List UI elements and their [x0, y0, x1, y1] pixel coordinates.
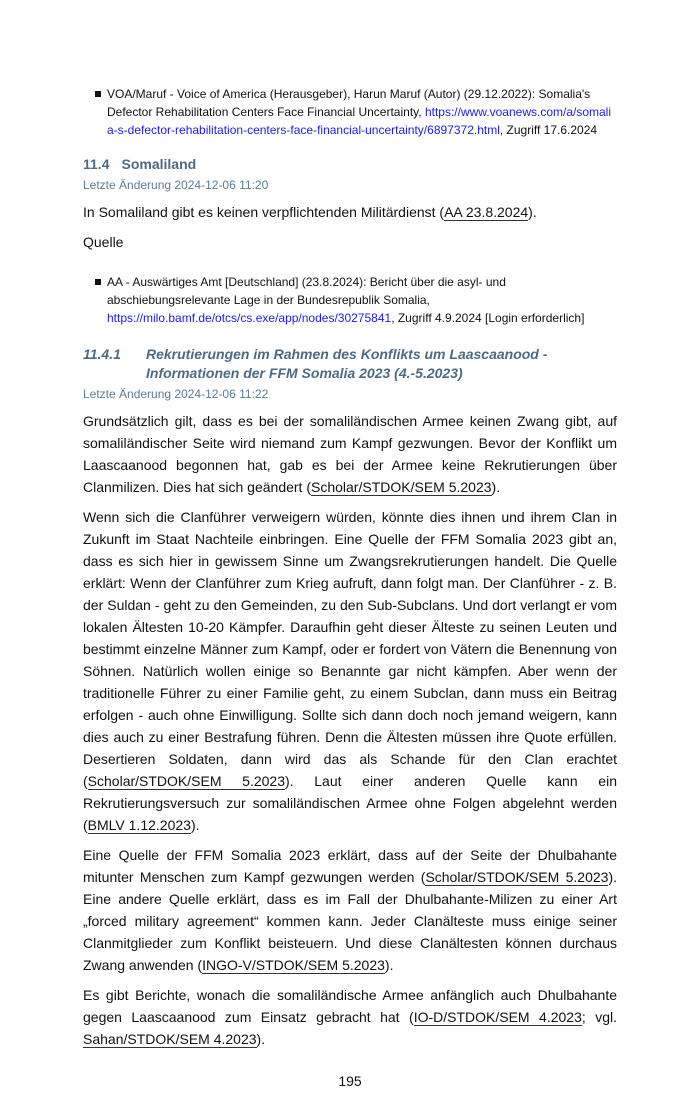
text: Es gibt Berichte, wonach die somaliländische Armee anfänglich auch Dhulbahante gegen Laascaanood zum Einsatz gebracht hat ( — [83, 987, 617, 1025]
reference-tail: , Zugriff 4.9.2024 [Login erforderlich] — [391, 311, 585, 325]
citation-link[interactable]: Sahan/STDOK/SEM 4.2023 — [83, 1031, 257, 1047]
citation-link[interactable]: Scholar/STDOK/SEM 5.2023 — [87, 773, 285, 789]
text: ). — [256, 1031, 266, 1047]
page-number: 195 — [338, 1073, 362, 1089]
citation-link[interactable]: Scholar/STDOK/SEM 5.2023 — [311, 479, 492, 495]
paragraph — [83, 984, 617, 1050]
reference-tail: , Zugriff 17.6.2024 — [499, 123, 598, 137]
section-heading-11-4-1 — [83, 345, 617, 383]
last-modified: Letzte Änderung 2024-12-06 11:22 — [83, 387, 269, 401]
reference-text: AA - Auswärtiges Amt [Deutschland] (23.8.2024): Bericht über die asyl- und abschiebungsrelevante Lage in der Bundesrepublik Somalia, — [107, 275, 506, 307]
bullet-icon — [95, 279, 101, 285]
section-number: 11.4.1 — [83, 346, 121, 362]
citation-link[interactable]: Scholar/STDOK/SEM 5.2023 — [425, 869, 609, 885]
citation-link[interactable]: BMLV 1.12.2023 — [87, 817, 191, 833]
section-title: Rekrutierungen im Rahmen des Konflikts um Laascaanood - Informationen der FFM Somalia 2023 (4.-5.2023) — [146, 346, 548, 381]
reference-aa — [95, 273, 617, 327]
text: ). — [528, 204, 537, 220]
section-number: 11.4 — [83, 156, 110, 172]
text: ; vgl. — [581, 1009, 617, 1025]
citation-link[interactable]: IO-D/STDOK/SEM 4.2023 — [413, 1009, 582, 1025]
text: Grundsätzlich gilt, dass es bei der somaliländischen Armee keinen Zwang gibt, auf somaliländischer Seite wird niemand zum Kampf gezwungen. Bevor der Konflikt um Laascaanood begonnen hat, gab es bei der Armee keine Rekrutierungen über Clanmilizen. Dies hat sich geändert ( — [83, 413, 617, 495]
reference-link[interactable]: https://milo.bamf.de/otcs/cs.exe/app/nodes/30275841 — [107, 311, 392, 325]
text: ). Laut einer anderen Quelle kann ein Rekrutierungsversuch zur somaliländischen Armee ohne Folgen abgelehnt werden ( — [83, 773, 617, 833]
text: In Somaliland gibt es keinen verpflichtenden Militärdienst ( — [83, 204, 445, 220]
paragraph — [83, 506, 617, 836]
citation-link[interactable]: AA 23.8.2024 — [444, 204, 529, 220]
text: Eine Quelle der FFM Somalia 2023 erklärt, dass auf der Seite der Dhulbahante mitunter Menschen zum Kampf gezwungen werden ( — [83, 847, 617, 885]
paragraph — [83, 844, 617, 976]
text: ). — [384, 957, 394, 973]
paragraph — [83, 410, 617, 498]
text: ). Eine andere Quelle erklärt, dass es im Fall der Dhulbahante-Milizen zu einer Art „forced military agreement“ kommen kann. Jeder Clanälteste muss einige seiner Clanmitglieder zum Konflikt beisteuern. Und diese Clanältesten können durchaus Zwang anwenden ( — [83, 869, 617, 973]
text: Wenn sich die Clanführer verweigern würden, könnte dies ihnen und ihrem Clan in Zukunft im Staat Nachteile einbringen. Eine Quelle der FFM Somalia 2023 gibt an, dass es sich hier in gewissem Sinne um Zwangsrekrutierungen handelt. Die Quelle erklärt: Wenn der Clanführer zum Krieg aufruft, dann folgt man. Der Clanführer - z. B. der Suldan - geht zu den Gemeinden, zu den Sub-Subclans. Und dort verlangt er vom lokalen Ältesten 10-20 Kämpfer. Daraufhin geht dieser Älteste zu seinen Leuten und bestimmt einzelne Männer zum Kampf, oder er fordert von Vätern die Benennung von Söhnen. Natürlich wollen einige so Benannte gar nicht kämpfen. Aber wenn der traditionelle Führer zu einer Familie geht, zu einem Subclan, dann muss ein Beitrag erfolgen - auch ohne Einwilligung. Sollte sich dann doch noch jemand weigern, kann dies auch zu einer Bestrafung führen. Denn die Ältesten müssen ihre Quote erfüllen. Desertieren Soldaten, dann wird das als Schande für den Clan erachtet ( — [83, 509, 617, 789]
section-title: Somaliland — [121, 156, 197, 172]
bullet-icon — [95, 91, 101, 97]
text: ). — [190, 817, 200, 833]
reference-link[interactable]: https://www.voanews.com/a/somalia-s-defector-rehabilitation-centers-face-financial-uncertainty/6897372.html — [107, 105, 612, 137]
citation-link[interactable]: INGO-V/STDOK/SEM 5.2023 — [202, 957, 385, 973]
reference-voa — [95, 85, 617, 139]
reference-text: VOA/Maruf - Voice of America (Herausgeber), Harun Maruf (Autor) (29.12.2022): Somalia's Defector Rehabilitation Centers Face Financial Uncertainty, — [107, 87, 591, 119]
last-modified: Letzte Änderung 2024-12-06 11:20 — [83, 178, 269, 192]
text: ). — [491, 479, 501, 495]
source-label: Quelle — [83, 234, 124, 250]
paragraph — [83, 201, 617, 223]
section-heading-11-4 — [83, 155, 617, 174]
